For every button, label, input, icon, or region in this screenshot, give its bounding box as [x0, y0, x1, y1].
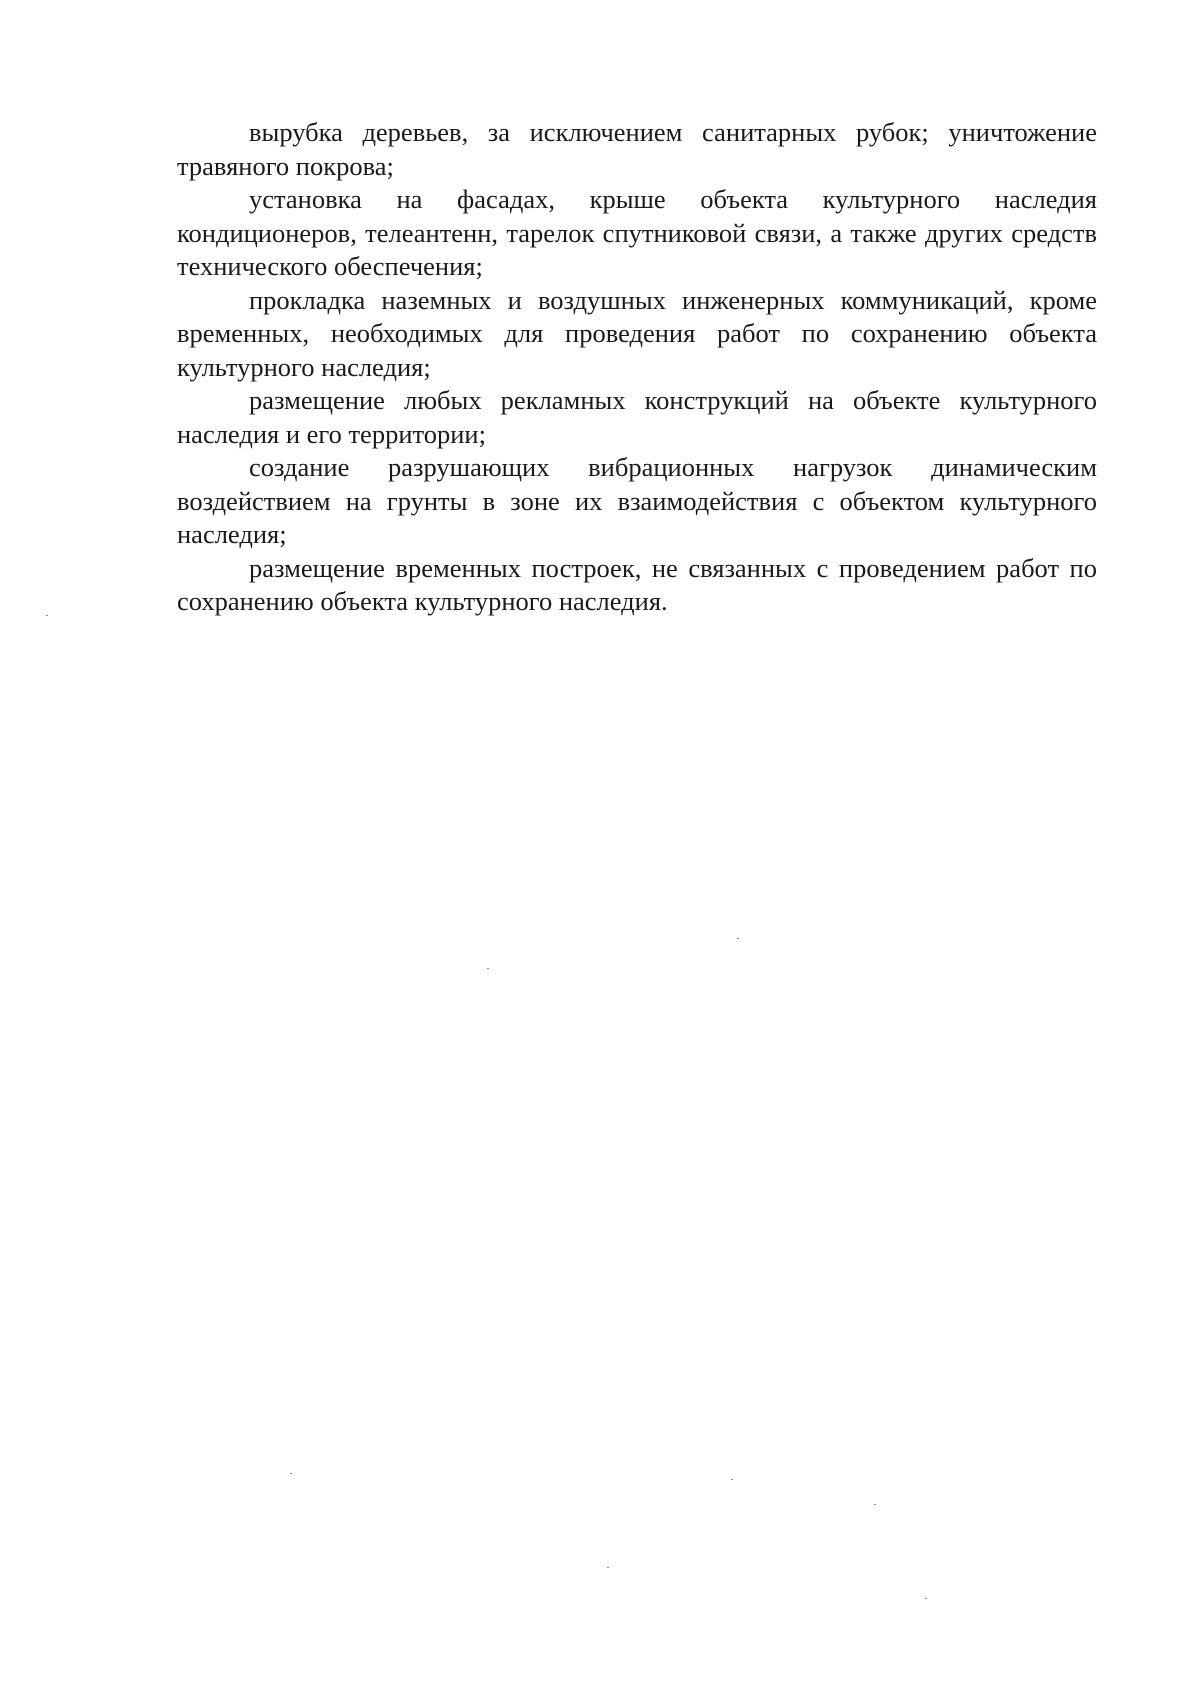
paragraph-utility-lines: прокладка наземных и воздушных инженерных коммуникаций, кроме временных, необходимых для проведения работ по сохранению объекта культурного наследия;: [177, 284, 1097, 382]
paragraph-temporary-buildings: размещение временных построек, не связанных с проведением работ по сохранению объекта культурного наследия.: [177, 552, 1097, 616]
scan-speck: [731, 1479, 733, 1480]
paragraph-facade-equipment: установка на фасадах, крыше объекта культурного наследия кондиционеров, телеантенн, тарелок спутниковой связи, а также других средств технического обеспечения;: [177, 184, 1097, 281]
paragraph-advertising: размещение любых рекламных конструкций на объекте культурного наследия и его территории;: [177, 385, 1097, 449]
scan-speck: [607, 1567, 609, 1568]
paragraph-vibration-loads: создание разрушающих вибрационных нагрузок динамическим воздействием на грунты в зоне их взаимодействия с объектом культурного наследия;: [177, 452, 1097, 549]
scan-speck: [290, 1473, 292, 1474]
paragraph-tree-felling: вырубка деревьев, за исключением санитарных рубок; уничтожение травяного покрова;: [177, 117, 1097, 181]
scan-speck: [487, 968, 489, 969]
scan-speck: [874, 1504, 876, 1505]
scan-speck: [737, 938, 739, 939]
scan-speck: [925, 1598, 927, 1599]
document-body: [177, 116, 1097, 619]
scan-speck: [46, 615, 48, 616]
